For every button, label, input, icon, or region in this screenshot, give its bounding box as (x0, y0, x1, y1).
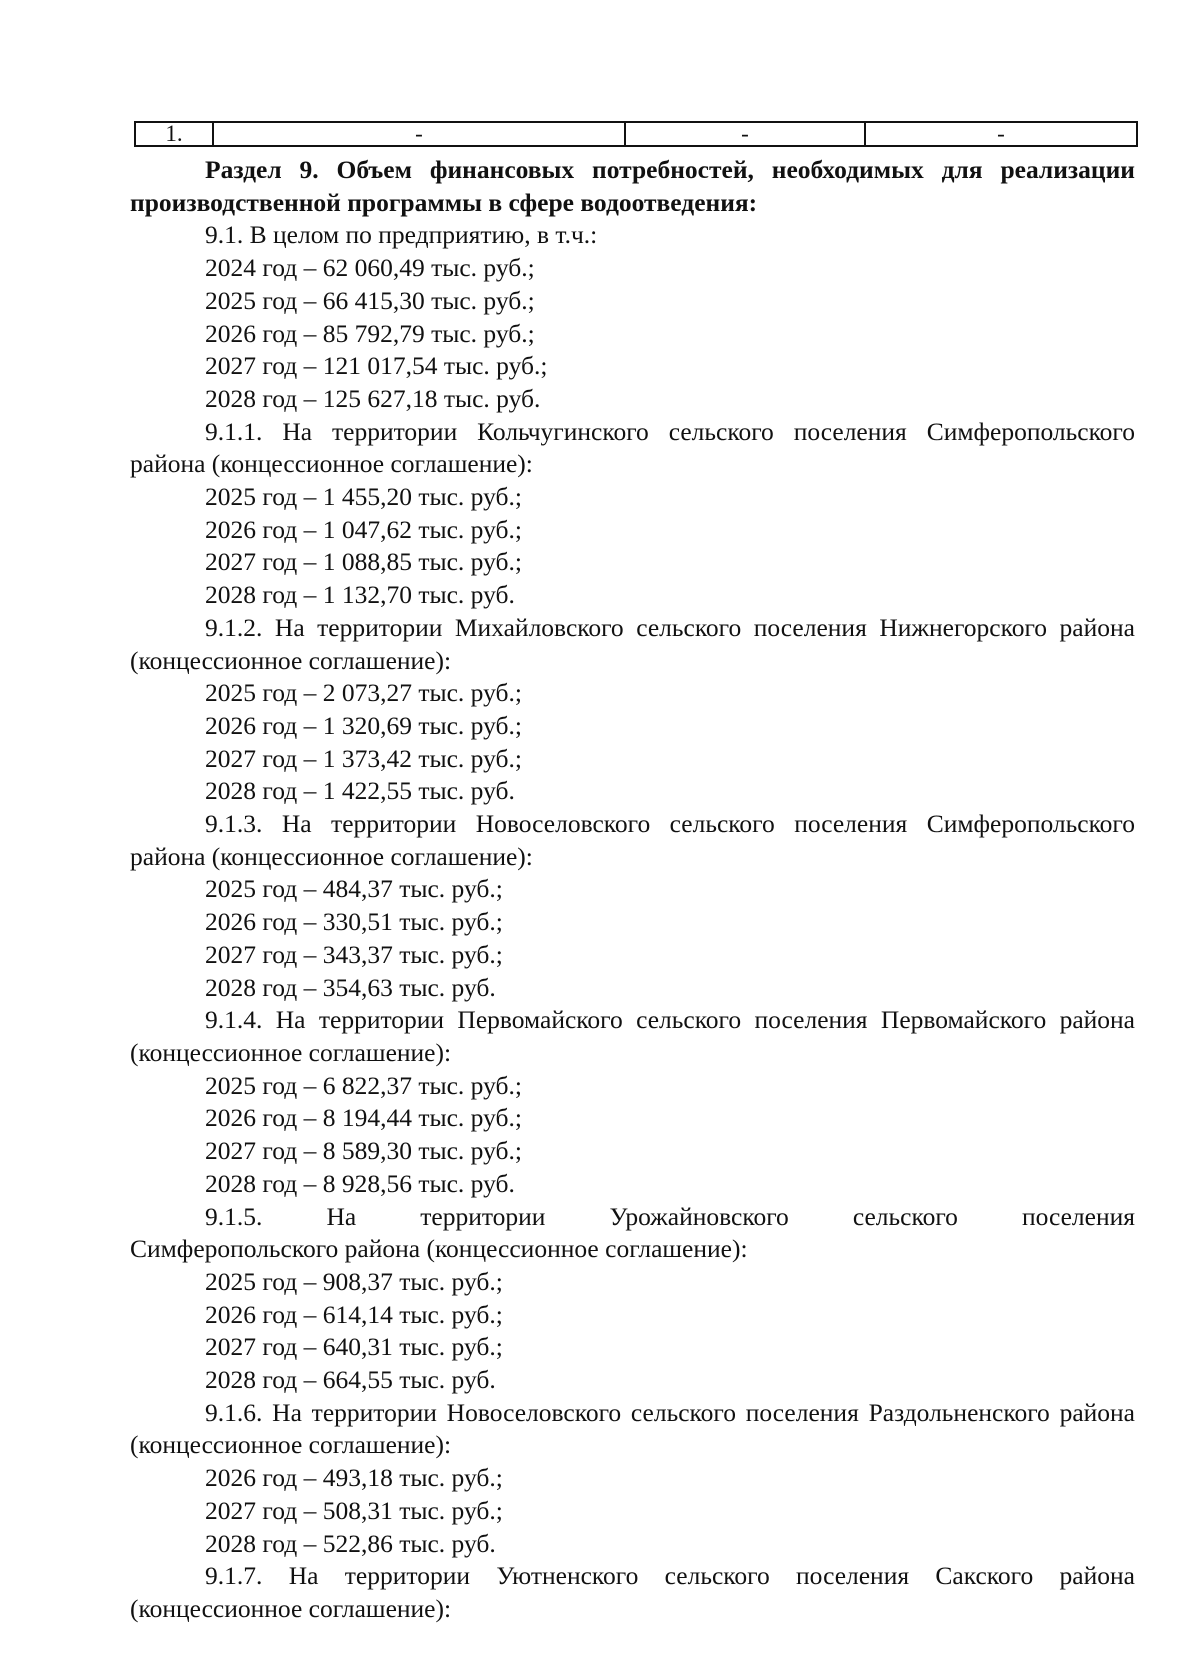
continuation-table (134, 121, 1138, 147)
amount-line: 2026 год – 614,14 тыс. руб.; (205, 1299, 503, 1329)
amount-line: 2027 год – 8 589,30 тыс. руб.; (205, 1136, 522, 1166)
item-9-1-7-heading: 9.1.7. На территории Уютненского сельского поселения Сакского района (концессионное соглашение): (130, 1561, 1135, 1623)
item-9-1-3-heading: 9.1.3. На территории Новоселовского сельского поселения Симферопольского района (концессионное соглашение): (130, 809, 1135, 871)
section-title: Раздел 9. Объем финансовых потребностей, необходимых для реализации производственной программы в сфере водоотведения: (130, 155, 1135, 217)
amount-line: 2028 год – 1 422,55 тыс. руб. (205, 776, 515, 806)
amount-line: 2027 год – 343,37 тыс. руб.; (205, 939, 503, 969)
amount-line: 2026 год – 1 320,69 тыс. руб.; (205, 710, 522, 740)
amount-line: 2026 год – 330,51 тыс. руб.; (205, 907, 503, 937)
item-9-1-2-heading: 9.1.2. На территории Михайловского сельского поселения Нижнегорского района (концессионное соглашение): (130, 612, 1135, 675)
amount-line: 2025 год – 66 415,30 тыс. руб.; (205, 285, 535, 315)
table-cell: - (865, 122, 1137, 146)
amount-line: 2027 год – 121 017,54 тыс. руб.; (205, 351, 548, 381)
amount-line: 2024 год – 62 060,49 тыс. руб.; (205, 253, 535, 283)
amount-line: 2028 год – 125 627,18 тыс. руб. (205, 383, 541, 413)
amount-line: 2027 год – 508,31 тыс. руб.; (205, 1495, 503, 1525)
amount-line: 2026 год – 85 792,79 тыс. руб.; (205, 318, 535, 348)
amount-line: 2026 год – 8 194,44 тыс. руб.; (205, 1103, 522, 1133)
amount-line: 2028 год – 8 928,56 тыс. руб. (205, 1168, 515, 1198)
amount-line: 2028 год – 522,86 тыс. руб. (205, 1528, 496, 1558)
item-9-1-1-heading: 9.1.1. На территории Кольчугинского сельского поселения Симферопольского района (концессионное соглашение): (130, 416, 1135, 479)
amount-line: 2027 год – 1 088,85 тыс. руб.; (205, 547, 522, 577)
item-9-1-5-heading-line1: 9.1.5. На территории Урожайновского сельского поселения (205, 1201, 1135, 1231)
item-9-1-6-heading: 9.1.6. На территории Новоселовского сельского поселения Раздольненского района (концессионное соглашение): (130, 1397, 1135, 1460)
amount-line: 2026 год – 1 047,62 тыс. руб.; (205, 514, 522, 544)
amount-line: 2028 год – 1 132,70 тыс. руб. (205, 580, 515, 610)
document-body (130, 154, 1135, 1626)
item-9-1-heading: 9.1. В целом по предприятию, в т.ч.: (205, 220, 598, 250)
amount-line: 2025 год – 1 455,20 тыс. руб.; (205, 482, 522, 512)
table-row (135, 122, 1137, 146)
amount-line: 2027 год – 1 373,42 тыс. руб.; (205, 743, 522, 773)
amount-line: 2025 год – 484,37 тыс. руб.; (205, 874, 503, 904)
amount-line: 2025 год – 908,37 тыс. руб.; (205, 1266, 503, 1296)
amount-line: 2028 год – 664,55 тыс. руб. (205, 1365, 496, 1395)
table-cell: - (625, 122, 865, 146)
amount-line: 2025 год – 2 073,27 тыс. руб.; (205, 678, 522, 708)
item-9-1-5-heading-line2: Симферопольского района (концессионное соглашение): (130, 1234, 748, 1264)
amount-line: 2027 год – 640,31 тыс. руб.; (205, 1332, 503, 1362)
amount-line: 2028 год – 354,63 тыс. руб. (205, 972, 496, 1002)
table-cell-number: 1. (135, 122, 213, 146)
amount-line: 2025 год – 6 822,37 тыс. руб.; (205, 1070, 522, 1100)
table-cell: - (213, 122, 625, 146)
item-9-1-4-heading: 9.1.4. На территории Первомайского сельского поселения Первомайского района (концессионное соглашение): (130, 1005, 1135, 1067)
amount-line: 2026 год – 493,18 тыс. руб.; (205, 1463, 503, 1493)
